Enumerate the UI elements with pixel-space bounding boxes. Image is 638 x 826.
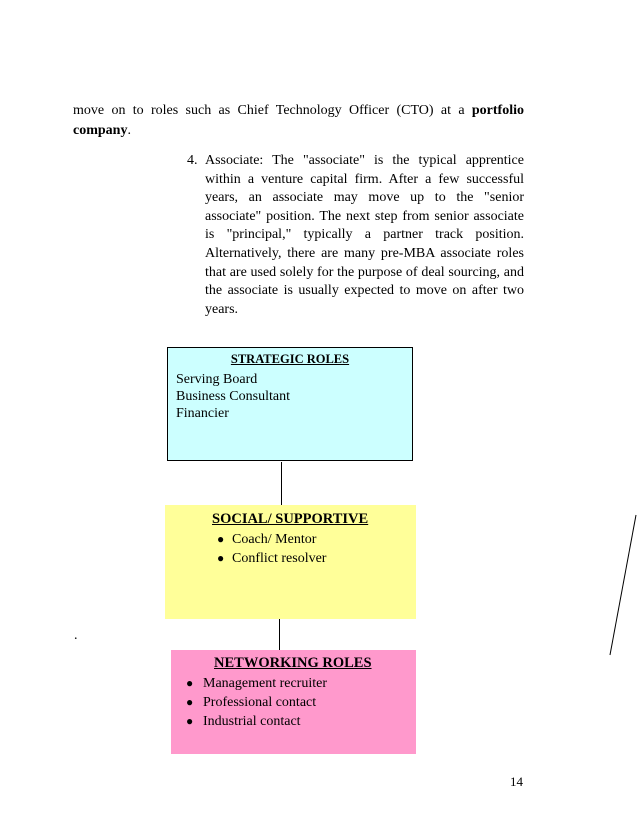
paragraph-end: . [127, 123, 131, 138]
page-number: 14 [510, 774, 523, 789]
list-item-text: Associate: The "associate" is the typical apprentice within a venture capital firm. After a few successful years, an associate may move up to the "senior associate" position. The next step from senior associate is "principal," typically a partner track position. Alternatively, there are many pre-MBA associate roles that are used solely for the purpose of deal sourcing, and the associate is usually expected to move on after two years. [205, 153, 524, 317]
connector-line-2 [279, 619, 280, 650]
paragraph-bold-term: portfolio company [73, 103, 524, 138]
networking-role-item [171, 693, 416, 712]
connector-line-1 [281, 462, 282, 505]
stray-mark: . [74, 628, 78, 643]
networking-roles-list [171, 674, 416, 731]
social-supportive-box [165, 505, 416, 619]
networking-role-item [171, 674, 416, 693]
bullet-icon: ● [217, 532, 225, 546]
social-supportive-title: SOCIAL/ SUPPORTIVE [212, 511, 369, 527]
networking-role-label: Industrial contact [203, 714, 301, 729]
body-paragraph [73, 101, 524, 141]
bullet-icon: ● [186, 714, 194, 728]
strategic-role-item: Financier [176, 406, 229, 421]
social-role-item [165, 530, 416, 549]
networking-role-item [171, 712, 416, 731]
networking-role-label: Professional contact [203, 695, 317, 710]
networking-role-label: Management recruiter [203, 676, 327, 691]
social-role-item [165, 549, 416, 568]
strategic-roles-box [167, 347, 413, 461]
bullet-icon: ● [186, 695, 194, 709]
social-role-label: Coach/ Mentor [232, 532, 317, 547]
strategic-role-item: Business Consultant [176, 389, 290, 404]
social-supportive-list [165, 530, 416, 568]
networking-roles-box [171, 650, 416, 754]
paragraph-text: move on to roles such as Chief Technology Officer (CTO) at a [73, 103, 472, 118]
bullet-icon: ● [186, 676, 194, 690]
social-role-label: Conflict resolver [232, 551, 327, 566]
numbered-list-item [187, 152, 524, 319]
list-item-number: 4. [187, 153, 198, 168]
strategic-role-item: Serving Board [176, 372, 258, 387]
strategic-roles-title: STRATEGIC ROLES [230, 352, 350, 366]
bullet-icon: ● [217, 551, 225, 565]
networking-roles-title: NETWORKING ROLES [214, 655, 372, 671]
strategic-roles-list [176, 371, 412, 422]
slanted-line [600, 505, 638, 660]
